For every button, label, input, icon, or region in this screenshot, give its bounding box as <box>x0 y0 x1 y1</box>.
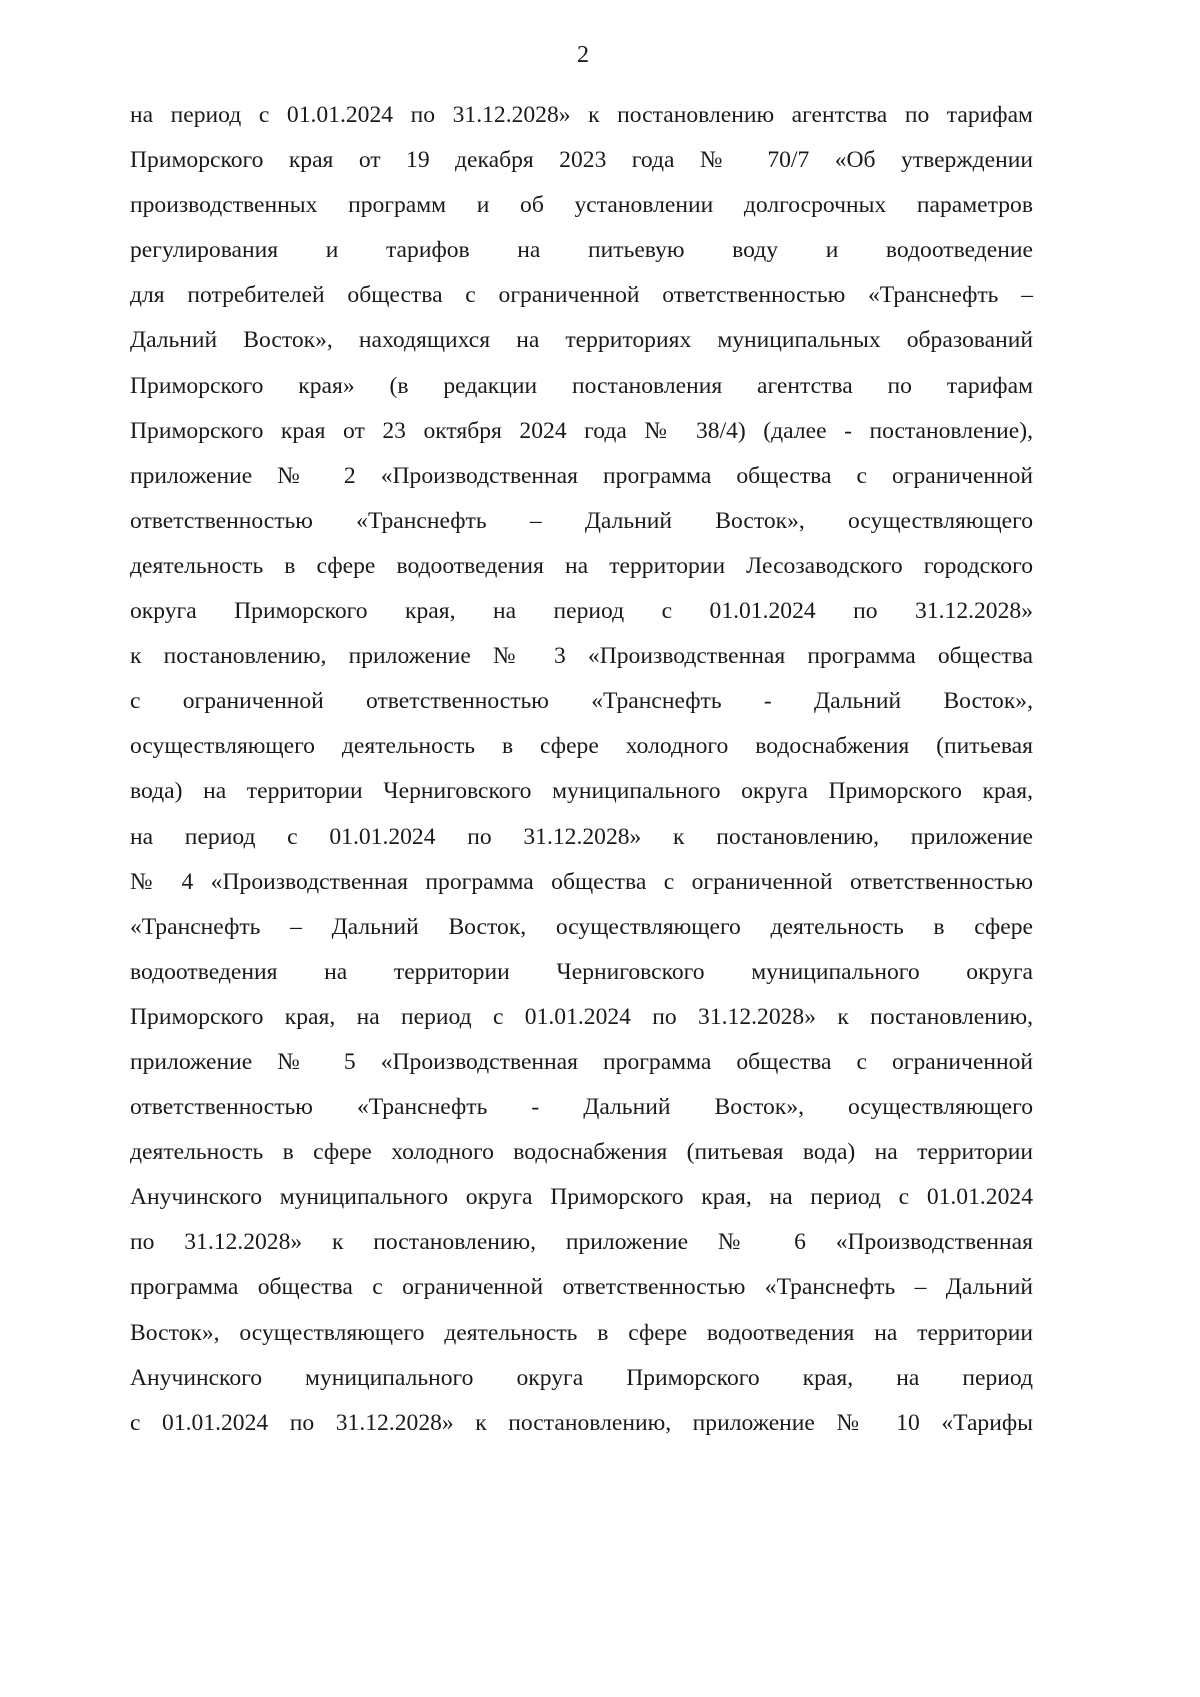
text-line: производственных программ и об установлении долгосрочных параметров <box>130 192 1033 219</box>
text-line: к постановлению, приложение № 3 «Производственная программа общества <box>130 643 1033 670</box>
text-line: вода) на территории Черниговского муниципального округа Приморского края, <box>130 778 1033 805</box>
text-line: регулирования и тарифов на питьевую воду и водоотведение <box>130 237 1033 264</box>
text-line: на период с 01.01.2024 по 31.12.2028» к постановлению, приложение <box>130 823 1033 850</box>
text-line: Приморского края, на период с 01.01.2024 по 31.12.2028» к постановлению, <box>130 1003 1033 1030</box>
text-line: с 01.01.2024 по 31.12.2028» к постановлению, приложение № 10 «Тарифы <box>130 1409 1033 1436</box>
document-body <box>130 93 1033 1446</box>
text-line: Дальний Восток», находящихся на территориях муниципальных образований <box>130 327 1033 354</box>
text-line: осуществляющего деятельность в сфере холодного водоснабжения (питьевая <box>130 733 1033 760</box>
text-line: Анучинского муниципального округа Приморского края, на период с 01.01.2024 <box>130 1184 1033 1211</box>
text-line: Приморского края» (в редакции постановления агентства по тарифам <box>130 372 1033 399</box>
text-line: деятельность в сфере холодного водоснабжения (питьевая вода) на территории <box>130 1139 1033 1166</box>
text-line: деятельность в сфере водоотведения на территории Лесозаводского городского <box>130 552 1033 579</box>
text-line: «Транснефть – Дальний Восток, осуществляющего деятельность в сфере <box>130 913 1033 940</box>
text-line: с ограниченной ответственностью «Транснефть - Дальний Восток», <box>130 688 1033 715</box>
text-line: программа общества с ограниченной ответственностью «Транснефть – Дальний <box>130 1274 1033 1301</box>
text-line: на период с 01.01.2024 по 31.12.2028» к постановлению агентства по тарифам <box>130 102 1033 128</box>
text-line: округа Приморского края, на период с 01.01.2024 по 31.12.2028» <box>130 598 1033 625</box>
text-line: для потребителей общества с ограниченной ответственностью «Транснефть – <box>130 282 1033 309</box>
text-line: водоотведения на территории Черниговского муниципального округа <box>130 958 1033 985</box>
text-line: приложение № 2 «Производственная программа общества с ограниченной <box>130 462 1033 489</box>
page-number: 2 <box>577 42 589 68</box>
text-line: Восток», осуществляющего деятельность в сфере водоотведения на территории <box>130 1319 1033 1346</box>
text-line: приложение № 5 «Производственная программа общества с ограниченной <box>130 1048 1033 1075</box>
text-line: по 31.12.2028» к постановлению, приложение № 6 «Производственная <box>130 1229 1033 1256</box>
text-line: № 4 «Производственная программа общества с ограниченной ответственностью <box>130 868 1033 895</box>
text-line: ответственностью «Транснефть - Дальний Восток», осуществляющего <box>130 1094 1033 1121</box>
text-line: Анучинского муниципального округа Приморского края, на период <box>130 1364 1033 1391</box>
text-line: ответственностью «Транснефть – Дальний Восток», осуществляющего <box>130 507 1033 534</box>
text-line: Приморского края от 23 октября 2024 года № 38/4) (далее - постановление), <box>130 417 1033 444</box>
text-line: Приморского края от 19 декабря 2023 года № 70/7 «Об утверждении <box>130 147 1033 174</box>
